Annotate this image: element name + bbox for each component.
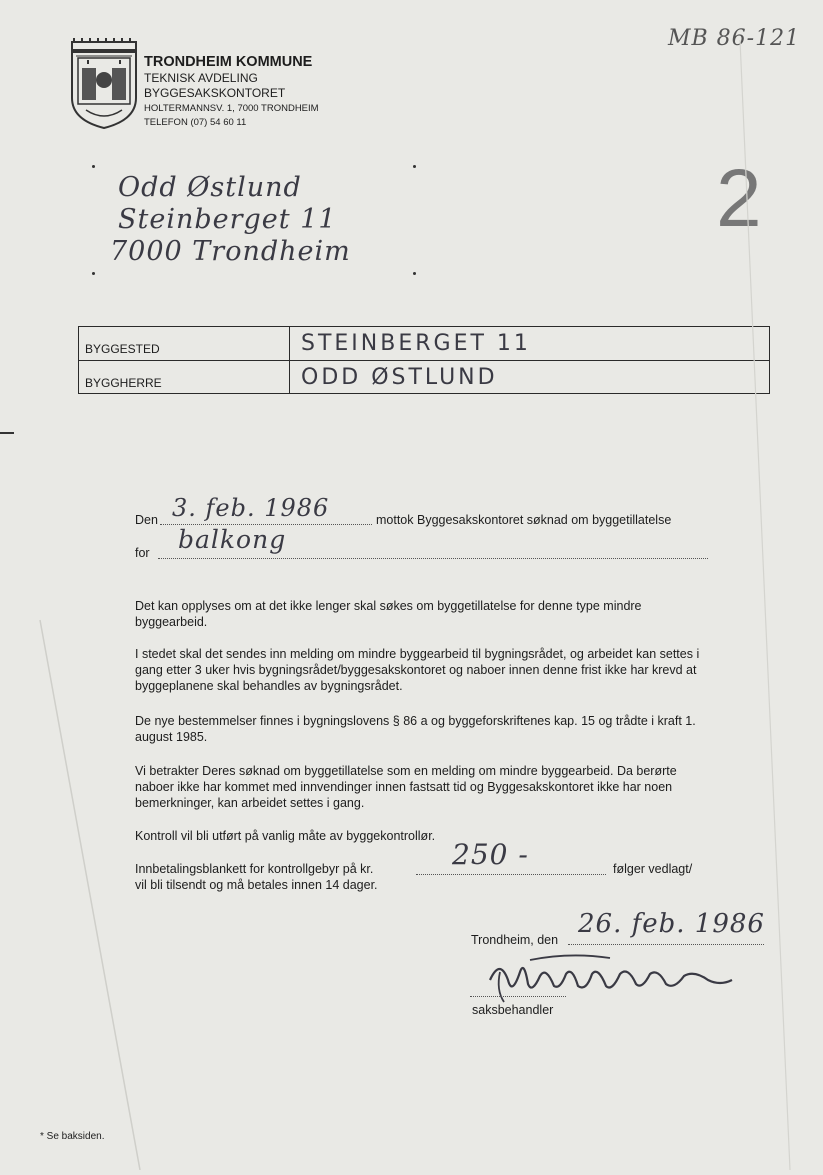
archive-reference: MB 86-121 bbox=[668, 26, 801, 51]
paragraph: Vi betrakter Deres søknad om byggetillatelse som en melding om mindre byggearbeid. Da berørte naboer ikke har kommet med innvendinger innen fastsatt tid og Byggesakskontoret ikke har noen bemerkninger, kan arbeidet settes i gang. bbox=[135, 764, 677, 810]
received-text: mottok Byggesakskontoret søknad om byggetillatelse bbox=[376, 513, 672, 527]
paragraph: Det kan opplyses om at det ikke lenger skal søkes om byggetillatelse for denne type mindre byggearbeid. bbox=[135, 599, 642, 629]
footnote: * Se baksiden. bbox=[40, 1131, 105, 1142]
place-label: Trondheim, den bbox=[471, 933, 559, 947]
signoff-date-value: 26. feb. 1986 bbox=[578, 909, 765, 939]
byggested-label: BYGGESTED bbox=[85, 342, 160, 356]
byggested-value: STEINBERGET 11 bbox=[301, 331, 531, 356]
recipient-city: 7000 Trondheim bbox=[110, 236, 351, 267]
office-phone: TELEFON (07) 54 60 11 bbox=[144, 117, 247, 128]
recipient-name: Odd Østlund bbox=[118, 172, 302, 203]
department-name: TEKNISK AVDELING bbox=[144, 71, 258, 85]
fee-prefix: Innbetalingsblankett for kontrollgebyr på kr. bbox=[135, 862, 374, 876]
byggherre-label: BYGGHERRE bbox=[85, 376, 162, 390]
fee-payment-terms: vil bli tilsendt og må betales innen 14 dager. bbox=[135, 878, 378, 892]
case-officer-label: saksbehandler bbox=[472, 1003, 554, 1017]
for-label: for bbox=[135, 546, 150, 560]
office-name: BYGGESAKSKONTORET bbox=[144, 86, 286, 100]
paragraph: I stedet skal det sendes inn melding om mindre byggearbeid til bygningsrådet, og arbeidet kan settes i gang etter 3 uker hvis bygningsrådet/byggesakskontoret og naboer innen denne frist ikke har krevd at byggeplanene skal behandles av bygningsrådet. bbox=[135, 647, 700, 693]
recipient-street: Steinberget 11 bbox=[118, 204, 337, 235]
den-label: Den bbox=[135, 513, 158, 527]
fee-suffix: følger vedlagt/ bbox=[613, 862, 693, 876]
paragraph: De nye bestemmelser finnes i bygningslovens § 86 a og byggeforskriftenes kap. 15 og trådte i kraft 1. august 1985. bbox=[135, 714, 696, 744]
office-address: HOLTERMANNSV. 1, 7000 TRONDHEIM bbox=[144, 103, 319, 114]
org-name: TRONDHEIM KOMMUNE bbox=[144, 54, 313, 70]
date-received-value: 3. feb. 1986 bbox=[172, 494, 330, 522]
fee-amount-value: 250 - bbox=[452, 838, 529, 871]
for-value: balkong bbox=[178, 525, 287, 554]
paragraph: Kontroll vil bli utført på vanlig måte av byggekontrollør. bbox=[135, 829, 436, 843]
byggherre-value: ODD ØSTLUND bbox=[301, 365, 498, 390]
page-number: 2 bbox=[716, 153, 762, 244]
